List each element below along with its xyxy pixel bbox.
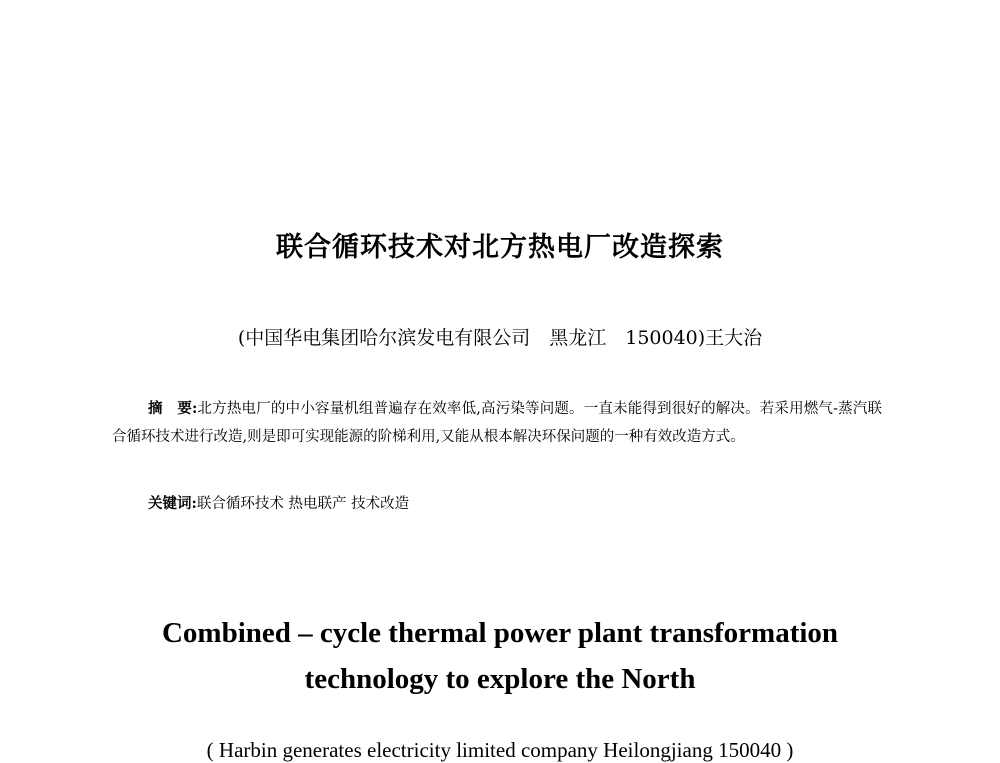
keywords-label: 关键词:: [148, 495, 197, 512]
paper-title-chinese: 联合循环技术对北方热电厂改造探索: [276, 232, 724, 263]
paper-title-english: [0, 610, 1000, 702]
author-affiliation-chinese: (中国华电集团哈尔滨发电有限公司 黑龙江 150040)王大治: [237, 327, 763, 349]
abstract: [112, 395, 882, 451]
abstract-label: 摘 要:: [148, 400, 198, 417]
title-en-line1: Combined – cycle thermal power plant transformation: [161, 617, 839, 649]
author-affiliation-english: ( Harbin generates electricity limited company Heilongjiang 150040 ): [206, 738, 794, 762]
abstract-text: 北方热电厂的中小容量机组普遍存在效率低,高污染等问题。一直未能得到很好的解决。若采用燃气-蒸汽联合循环技术进行改造,则是即可实现能源的阶梯利用,又能从根本解决环保问题的一种有效改造方式。: [112, 401, 882, 445]
keywords: [148, 492, 409, 513]
title-en-line2: technology to explore the North: [304, 663, 696, 695]
keywords-text: 联合循环技术 热电联产 技术改造: [196, 496, 410, 512]
